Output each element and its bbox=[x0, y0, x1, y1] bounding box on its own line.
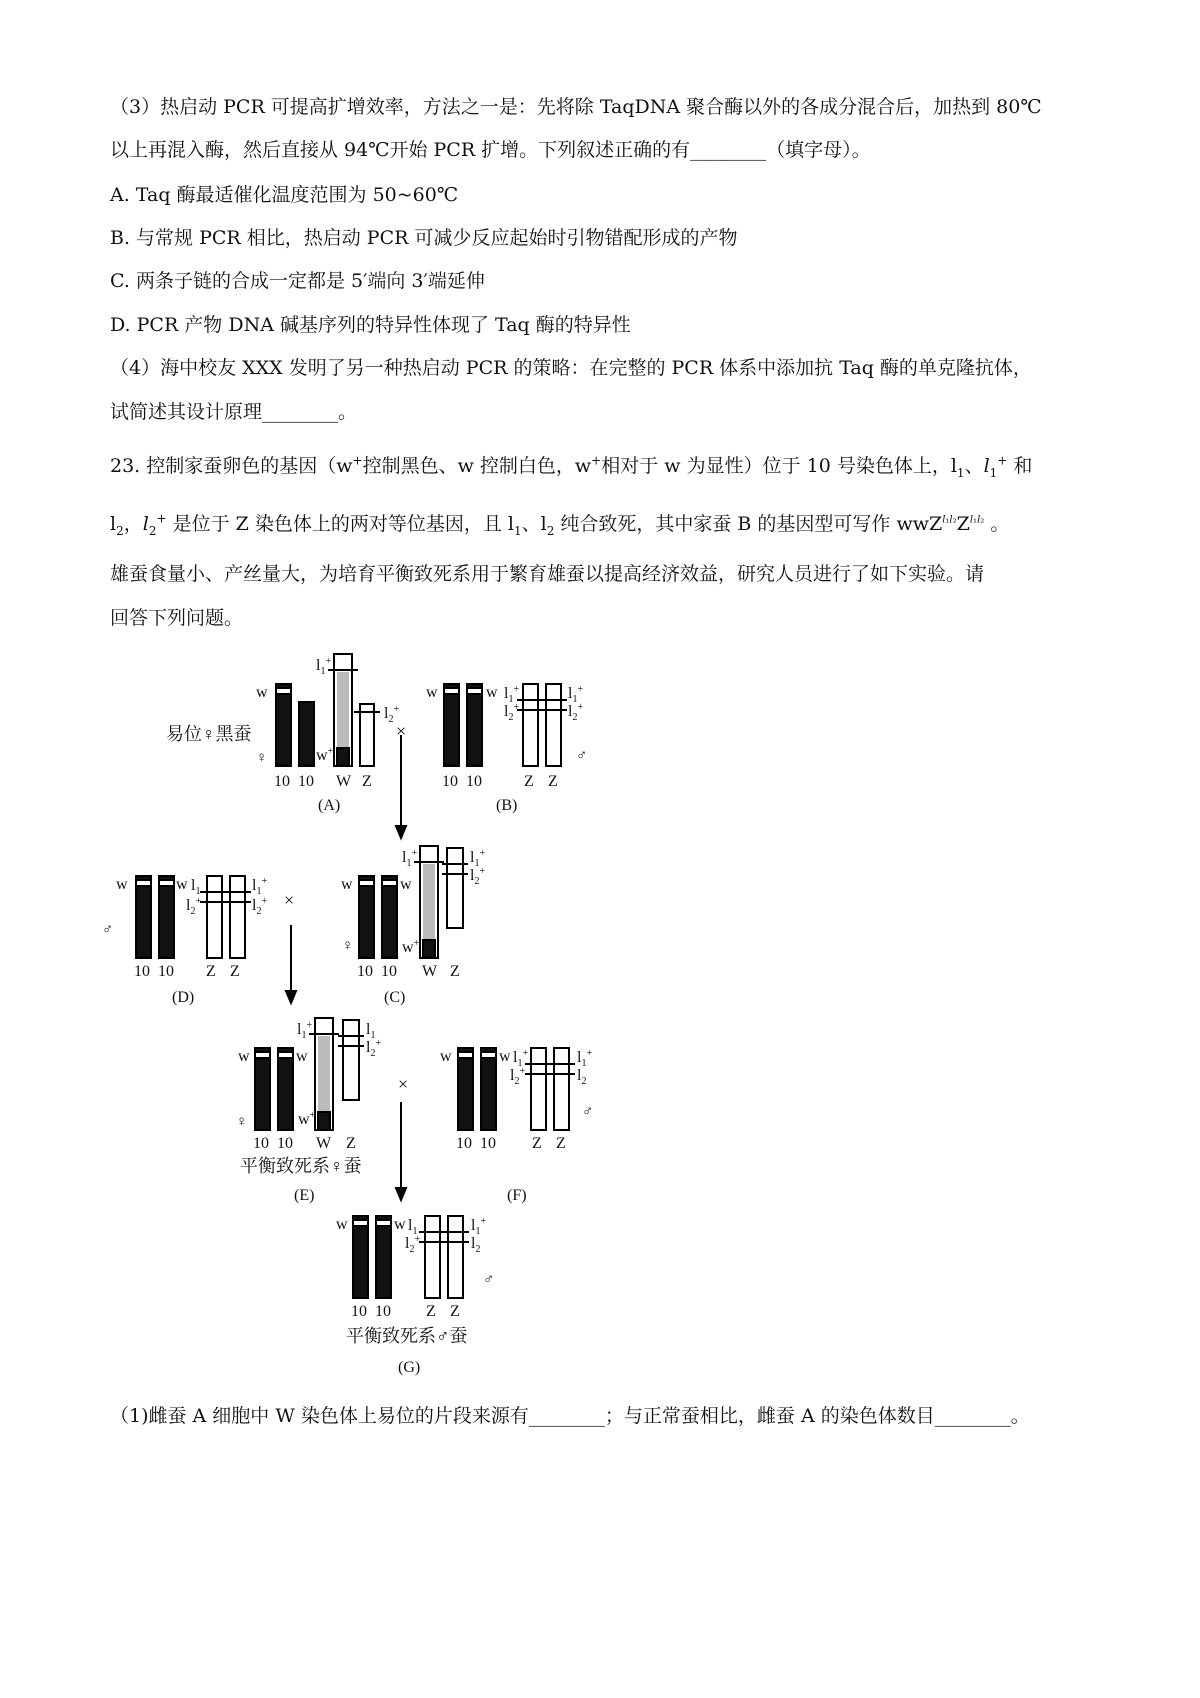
svg-text:♀: ♀ bbox=[236, 1114, 248, 1130]
svg-text:♂: ♂ bbox=[102, 922, 114, 938]
svg-text:w: w bbox=[499, 1048, 511, 1065]
panel-a-label: (A) bbox=[318, 797, 341, 814]
svg-text:10: 10 bbox=[274, 773, 290, 790]
svg-text:Z: Z bbox=[230, 963, 240, 980]
q3-option-d: D. PCR 产物 DNA 碱基序列的特异性体现了 Taq 酶的特异性 bbox=[110, 314, 631, 336]
svg-text:l1+: $l_1^+$ bbox=[402, 848, 418, 869]
svg-text:l2+: $l_2^+$ bbox=[510, 1066, 526, 1087]
q3-option-b: B. 与常规 PCR 相比，热启动 PCR 可减少反应起始时引物错配形成的产物 bbox=[110, 227, 738, 249]
q23-sub1: （1)雌蚕 A 细胞中 W 染色体上易位的片段来源有________；与正常蚕相比，雌蚕 A 的染色体数目________。 bbox=[110, 1405, 1030, 1427]
genotype-formula: wwZ bbox=[896, 513, 943, 535]
svg-text:10: 10 bbox=[375, 1303, 391, 1320]
svg-text:10: 10 bbox=[466, 773, 482, 790]
svg-text:10: 10 bbox=[134, 963, 150, 980]
svg-text:W: W bbox=[336, 773, 352, 790]
svg-text:10: 10 bbox=[158, 963, 174, 980]
svg-text:♂: ♂ bbox=[576, 748, 588, 764]
q23-line4: 回答下列问题。 bbox=[110, 607, 244, 629]
svg-text:l1+: $l_1^+$ bbox=[513, 1048, 529, 1069]
svg-text:×: × bbox=[284, 890, 295, 910]
q3-line1: （3）热启动 PCR 可提高扩增效率，方法之一是：先将除 TaqDNA 聚合酶以外的各成分混合后，加热到 80℃ bbox=[110, 96, 1042, 118]
svg-text:10: 10 bbox=[456, 1135, 472, 1152]
svg-text:l1: $l_1$ bbox=[191, 877, 201, 897]
panel-c-label: (C) bbox=[384, 989, 406, 1006]
svg-text:Z: Z bbox=[532, 1135, 542, 1152]
q3-option-a: A. Taq 酶最适催化温度范围为 50~60℃ bbox=[110, 184, 459, 206]
svg-text:l1+: $l_1^+$ bbox=[297, 1020, 313, 1041]
svg-text:10: 10 bbox=[298, 773, 314, 790]
svg-text:l2+: $l_2^+$ bbox=[252, 896, 268, 917]
svg-text:W: W bbox=[316, 1135, 332, 1152]
svg-text:l2+: $l_2^+$ bbox=[186, 896, 202, 917]
svg-text:Z: Z bbox=[362, 773, 372, 790]
svg-text:Z: Z bbox=[556, 1135, 566, 1152]
svg-text:×: × bbox=[396, 721, 407, 741]
label-yiwei-female: 易位♀黑蚕 bbox=[166, 724, 252, 744]
q3-line2: 以上再混入酶，然后直接从 94℃开始 PCR 扩增。下列叙述正确的有________（填字母）。 bbox=[110, 139, 871, 161]
svg-text:w: w bbox=[341, 876, 353, 893]
svg-text:l2+: $l_2^+$ bbox=[568, 702, 584, 723]
q4-line1: （4）海中校友 XXX 发明了另一种热启动 PCR 的策略：在完整的 PCR 体系中添加抗 Taq 酶的单克隆抗体， bbox=[110, 357, 1032, 379]
svg-text:Z: Z bbox=[426, 1303, 436, 1320]
svg-text:l2+: $l_2^+$ bbox=[366, 1038, 382, 1059]
q23-line1: 23. 控制家蚕卵色的基因（w+控制黑色、w 控制白色，w+相对于 w 为显性）位于 10 号染色体上，$l_1$、$l_1^+$ 和 bbox=[110, 453, 1033, 480]
svg-text:l2+: $l_2^+$ bbox=[504, 702, 520, 723]
svg-text:l2+: $l_2^+$ bbox=[384, 704, 400, 725]
svg-text:10: 10 bbox=[277, 1135, 293, 1152]
q3-option-c: C. 两条子链的合成一定都是 5′端向 3′端延伸 bbox=[110, 270, 485, 292]
svg-text:l1+: $l_1^+$ bbox=[470, 848, 486, 869]
svg-text:W: W bbox=[422, 963, 438, 980]
svg-text:Z: Z bbox=[450, 963, 460, 980]
svg-text:w: w bbox=[336, 1216, 348, 1233]
svg-text:×: × bbox=[398, 1074, 409, 1094]
svg-text:w+: w+ bbox=[402, 938, 420, 956]
q23-line2: $l_2$，$l_2^+$ 是位于 Z 染色体上的两对等位基因，且 $l_1$、$l_2$ 纯合致死，其中家蚕 B 的基因型可写作 $wwZ^{l_1l_2}Z^{l_1l_2}$ 。 bbox=[110, 511, 1010, 538]
q4-line2: 试简述其设计原理________。 bbox=[110, 401, 358, 423]
svg-text:♂: ♂ bbox=[483, 1272, 495, 1288]
svg-text:♀: ♀ bbox=[256, 750, 268, 766]
svg-text:10: 10 bbox=[357, 963, 373, 980]
svg-text:l2+: $l_2^+$ bbox=[405, 1234, 421, 1255]
svg-text:w: w bbox=[400, 876, 412, 893]
panel-f-label: (F) bbox=[507, 1187, 527, 1204]
svg-text:Z: Z bbox=[206, 963, 216, 980]
svg-text:w: w bbox=[486, 684, 498, 701]
svg-text:w: w bbox=[394, 1216, 406, 1233]
breeding-diagram bbox=[0, 640, 760, 1400]
label-balanced-male: 平衡致死系♂蚕 bbox=[346, 1326, 468, 1346]
panel-b-label: (B) bbox=[496, 797, 518, 814]
svg-text:l2: $l_2$ bbox=[471, 1235, 481, 1255]
panel-e-label: (E) bbox=[294, 1187, 315, 1204]
svg-text:l1+: $l_1^+$ bbox=[252, 876, 268, 897]
svg-text:l1+: $l_1^+$ bbox=[316, 656, 332, 677]
panel-g-label: (G) bbox=[398, 1359, 421, 1376]
svg-text:l1+: $l_1^+$ bbox=[568, 684, 584, 705]
svg-text:10: 10 bbox=[442, 773, 458, 790]
svg-text:l1+: $l_1^+$ bbox=[577, 1048, 593, 1069]
svg-text:10: 10 bbox=[480, 1135, 496, 1152]
svg-text:w: w bbox=[256, 684, 268, 701]
svg-text:♂: ♂ bbox=[582, 1104, 594, 1120]
svg-text:10: 10 bbox=[351, 1303, 367, 1320]
q23-line3: 雄蚕食量小、产丝量大，为培育平衡致死系用于繁育雄蚕以提高经济效益，研究人员进行了如下实验。请 bbox=[110, 563, 985, 585]
svg-text:Z: Z bbox=[346, 1135, 356, 1152]
svg-text:l1+: $l_1^+$ bbox=[471, 1216, 487, 1237]
svg-text:l2: $l_2$ bbox=[577, 1067, 587, 1087]
svg-text:l1: $l_1$ bbox=[408, 1217, 418, 1237]
svg-text:Z: Z bbox=[450, 1303, 460, 1320]
svg-text:w: w bbox=[116, 876, 128, 893]
svg-text:Z: Z bbox=[524, 773, 534, 790]
svg-text:l1+: $l_1^+$ bbox=[504, 684, 520, 705]
svg-text:w: w bbox=[176, 876, 188, 893]
svg-text:w: w bbox=[440, 1048, 452, 1065]
panel-d-label: (D) bbox=[172, 989, 195, 1006]
svg-text:w: w bbox=[296, 1048, 308, 1065]
svg-text:w: w bbox=[238, 1048, 250, 1065]
svg-text:l2+: $l_2^+$ bbox=[470, 866, 486, 887]
svg-text:10: 10 bbox=[381, 963, 397, 980]
svg-text:w+: w+ bbox=[298, 1110, 316, 1128]
svg-text:l1: $l_1$ bbox=[366, 1021, 376, 1041]
svg-text:♀: ♀ bbox=[342, 938, 354, 954]
label-balanced-female: 平衡致死系♀蚕 bbox=[240, 1156, 362, 1176]
svg-text:Z: Z bbox=[548, 773, 558, 790]
svg-text:w+: w+ bbox=[316, 746, 334, 764]
svg-text:10: 10 bbox=[253, 1135, 269, 1152]
svg-text:w: w bbox=[426, 684, 438, 701]
